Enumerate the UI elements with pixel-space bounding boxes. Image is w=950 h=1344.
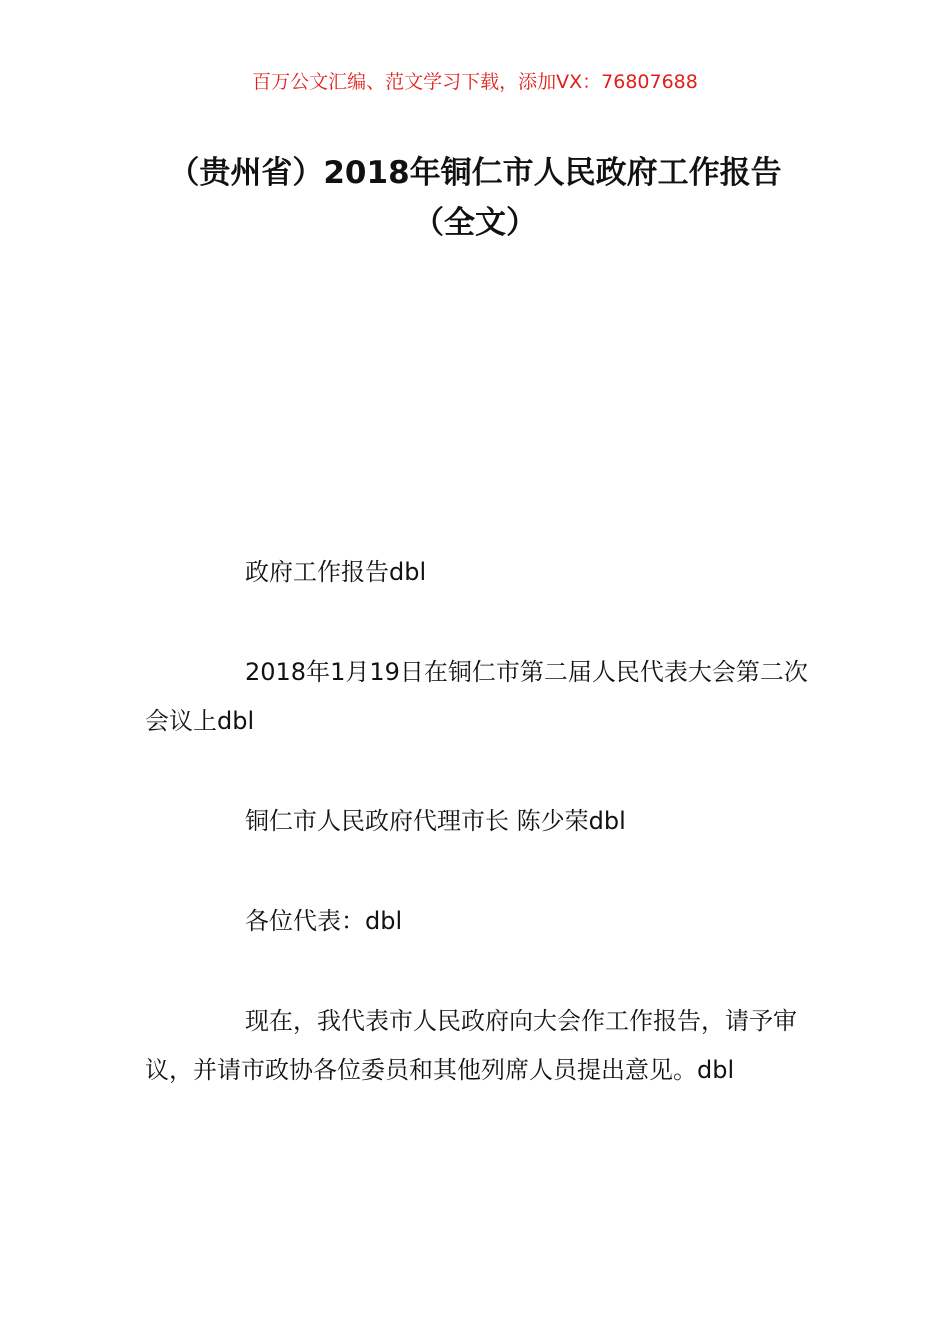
paragraph-opening: 现在，我代表市人民政府向大会作工作报告，请予审议，并请市政协各位委员和其他列席人员提出意见。dbl: [145, 1007, 797, 1084]
body-paragraph-block-3: [145, 797, 815, 846]
paragraph-report-label: 政府工作报告dbl: [245, 558, 427, 586]
paragraph-speaker: 铜仁市人民政府代理市长 陈少荣dbl: [245, 807, 626, 835]
paragraph-meeting-date: 2018年1月19日在铜仁市第二届人民代表大会第二次会议上dbl: [145, 658, 808, 735]
body-paragraph-block-2: [145, 648, 815, 746]
body-paragraph-block-4: [145, 897, 815, 946]
document-title: （贵州省）2018年铜仁市人民政府工作报告（全文）: [168, 155, 782, 241]
body-paragraph-block-1: [145, 548, 815, 597]
paragraph-greeting: 各位代表：dbl: [245, 907, 403, 935]
header-watermark-note: 百万公文汇编、范文学习下载，添加VX：76807688: [252, 71, 698, 93]
body-paragraph-block-5: [145, 997, 815, 1095]
